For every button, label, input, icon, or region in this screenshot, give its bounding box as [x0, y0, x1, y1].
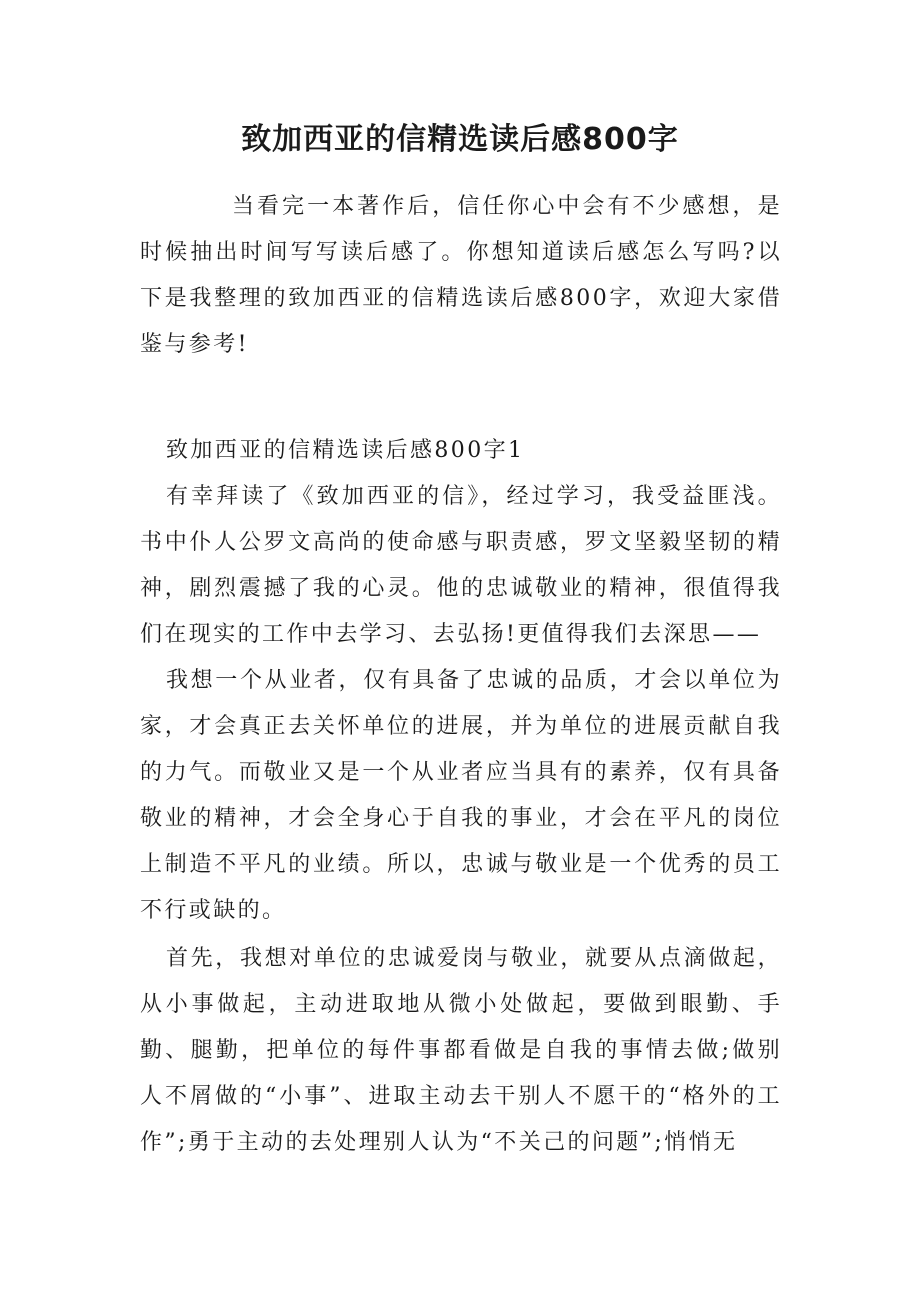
section-heading: 致加西亚的信精选读后感800字1 — [166, 438, 525, 463]
document-title: 致加西亚的信精选读后感800字 — [241, 122, 679, 157]
body-paragraph-1: 有幸拜读了《致加西亚的信》，经过学习，我受益匪浅。书中仆人公罗文高尚的使命感与职责感，罗文坚毅坚韧的精神，剧烈震撼了我的心灵。他的忠诚敬业的精神，很值得我们在现实的工作中去学习、去弘扬!更值得我们去深思—— — [140, 484, 782, 647]
body-paragraph-3: 首先，我想对单位的忠诚爱岗与敬业，就要从点滴做起，从小事做起，主动进取地从微小处做起，要做到眼勤、手勤、腿勤，把单位的每件事都看做是自我的事情去做;做别人不屑做的“小事”、进取主动去干别人不愿干的“格外的工作”;勇于主动的去处理别人认为“不关己的问题”;悄悄无 — [140, 946, 782, 1155]
intro-paragraph: 当看完一本著作后，信任你心中会有不少感想，是时候抽出时间写写读后感了。你想知道读后感怎么写吗?以下是我整理的致加西亚的信精选读后感800字，欢迎大家借鉴与参考! — [140, 194, 782, 357]
document-body — [140, 184, 782, 1166]
body-paragraph-2: 我想一个从业者，仅有具备了忠诚的品质，才会以单位为家，才会真正去关怀单位的进展，并为单位的进展贡献自我的力气。而敬业又是一个从业者应当具有的素养，仅有具备敬业的精神，才会全身心于自我的事业，才会在平凡的岗位上制造不平凡的业绩。所以，忠诚与敬业是一个优秀的员工不行或缺的。 — [140, 668, 782, 923]
section-spacer — [140, 368, 782, 428]
